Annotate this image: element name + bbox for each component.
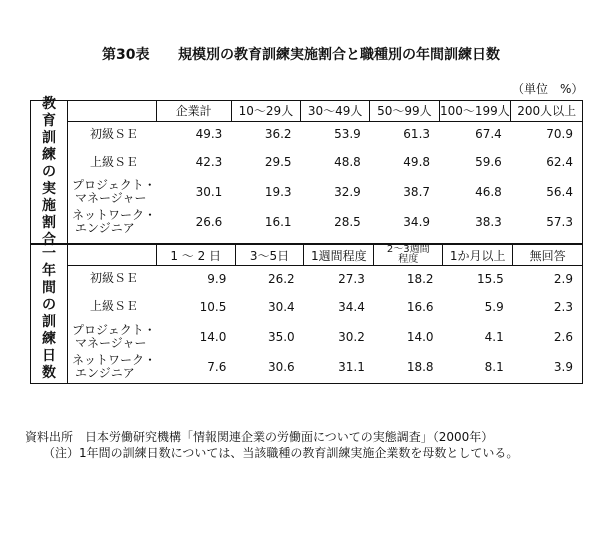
training-rate-side-label-char: 育: [42, 112, 56, 129]
training-days-table-box: [30, 244, 583, 384]
training-days-value-cell: 26.2: [267, 271, 295, 286]
training-rate-row-label-line: 初級ＳＥ: [90, 126, 139, 141]
training-days-value-cell: 35.0: [267, 329, 295, 344]
training-days-column-header: 1 ～ 2 日: [156, 245, 235, 266]
training-days-side-label-char: 日: [42, 348, 56, 364]
training-days-row-label: [68, 322, 156, 352]
training-days-value-cell: 14.0: [199, 329, 227, 344]
training-days-row: [68, 322, 582, 352]
training-rate-table: [68, 101, 582, 237]
training-days-column-header: 3～5日: [235, 245, 303, 266]
footnote: （注）1年間の訓練日数については、当該職種の教育訓練実施企業数を母数としている。: [43, 446, 519, 460]
training-rate-column-header: 10～29人: [231, 101, 300, 121]
training-days-value-cell: 4.1: [484, 329, 504, 344]
training-rate-side-label-char: 練: [42, 146, 56, 163]
training-rate-row: [68, 147, 582, 177]
training-rate-side-label-char: 教: [42, 95, 56, 112]
training-rate-corner-cell: [68, 101, 156, 121]
training-rate-value-cell: 36.2: [264, 127, 292, 142]
training-days-side-label: [31, 245, 68, 383]
training-days-column-header: 2～3週間 程度: [374, 245, 443, 266]
training-rate-row-label-line: マネージャー: [75, 191, 147, 205]
training-rate-value-cell: 48.8: [334, 155, 361, 169]
table-number: 第30表: [102, 47, 150, 63]
training-rate-value-cell: 28.5: [334, 215, 361, 229]
training-days-row-label: [68, 352, 156, 382]
training-days-side-label-char: の: [42, 297, 56, 313]
training-rate-row-label: [68, 207, 156, 237]
training-rate-value-cell: 42.3: [195, 155, 223, 169]
training-days-value-cell: 30.4: [267, 299, 295, 314]
training-rate-row-label-line: ネットワーク・: [72, 208, 157, 222]
training-rate-value-cell: 59.6: [475, 155, 502, 169]
training-days-value-cell: 10.5: [199, 299, 227, 314]
training-days-row-label-line: マネージャー: [75, 335, 147, 350]
training-rate-column-header: 30～49人: [301, 101, 370, 121]
training-days-value-cell: 18.8: [406, 359, 434, 374]
training-days-value-cell: 34.4: [338, 299, 365, 314]
training-rate-table-box: [30, 95, 583, 248]
training-rate-column-header: 200人以上: [511, 101, 582, 121]
training-rate-row-label: [68, 177, 156, 207]
training-days-corner-cell: [68, 245, 156, 266]
training-rate-header-row: [68, 101, 582, 121]
training-days-side-label-char: 訓: [42, 314, 56, 330]
training-days-column-header: 1週間程度: [304, 245, 374, 266]
training-days-value-cell: 18.2: [406, 271, 434, 286]
training-days-value-cell: 14.0: [406, 329, 434, 344]
training-rate-row: [68, 121, 582, 147]
training-rate-value-cell: 34.9: [403, 215, 431, 229]
training-days-value-cell: 27.3: [338, 271, 365, 286]
training-days-column-header: 1か月以上: [443, 245, 513, 266]
training-rate-side-label-char: 合: [42, 231, 56, 248]
training-days-side-label-char: 練: [42, 331, 56, 347]
training-days-row: [68, 266, 582, 292]
training-rate-row-label-line: エンジニア: [75, 221, 135, 235]
training-rate-value-cell: 56.4: [546, 185, 573, 199]
training-rate-value-cell: 46.8: [475, 185, 502, 199]
training-days-header-row: [68, 245, 582, 266]
training-rate-value-cell: 16.1: [264, 215, 292, 229]
training-days-row-label-line: ネットワーク・: [72, 352, 157, 367]
training-rate-side-label-char: 実: [42, 180, 56, 197]
training-rate-row-label: [68, 147, 156, 177]
training-days-table: [68, 245, 582, 382]
training-days-row-label-line: 初級ＳＥ: [90, 271, 139, 286]
training-days-value-cell: 2.6: [553, 329, 573, 344]
training-rate-value-cell: 38.7: [403, 185, 431, 199]
training-days-value-cell: 3.9: [553, 359, 573, 374]
training-rate-value-cell: 19.3: [264, 185, 292, 199]
training-rate-value-cell: 49.8: [403, 155, 431, 169]
training-rate-column-header: 50～99人: [370, 101, 439, 121]
training-days-side-label-char: 年: [42, 263, 56, 279]
training-rate-side-label: [31, 95, 68, 248]
training-rate-side-label-char: 割: [42, 214, 56, 231]
training-rate-value-cell: 32.9: [334, 185, 361, 199]
training-rate-column-header: 企業計: [156, 101, 231, 121]
training-days-side-label-char: 数: [42, 365, 56, 381]
unit-label: （単位 %）: [512, 82, 584, 96]
table-title-text: 規模別の教育訓練実施割合と職種別の年間訓練日数: [178, 47, 500, 63]
training-rate-row: [68, 207, 582, 237]
training-rate-value-cell: 49.3: [195, 127, 223, 142]
training-rate-row: [68, 177, 582, 207]
training-rate-value-cell: 70.9: [546, 127, 573, 142]
training-days-value-cell: 15.5: [477, 271, 504, 286]
training-days-value-cell: 2.3: [553, 299, 573, 314]
training-days-value-cell: 5.9: [484, 299, 504, 314]
training-rate-value-cell: 57.3: [546, 215, 573, 229]
training-days-row-label: [68, 292, 156, 322]
training-rate-value-cell: 38.3: [475, 215, 502, 229]
training-days-column-header: 無回答: [513, 245, 582, 266]
training-days-value-cell: 9.9: [207, 271, 227, 286]
training-rate-row-label-line: 上級ＳＥ: [90, 154, 139, 169]
training-days-row: [68, 352, 582, 382]
training-rate-value-cell: 26.6: [195, 215, 223, 229]
training-rate-row-label-line: プロジェクト・: [72, 178, 156, 192]
training-days-value-cell: 30.6: [267, 359, 295, 374]
training-days-row-label-line: プロジェクト・: [72, 322, 156, 337]
training-days-value-cell: 16.6: [406, 299, 434, 314]
source-note: 資料出所 日本労働研究機構「情報関連企業の労働面についての実態調査」（2000年）: [25, 430, 494, 444]
training-rate-side-label-char: の: [42, 163, 56, 180]
training-days-value-cell: 7.6: [207, 359, 227, 374]
training-days-side-label-char: 間: [42, 280, 56, 296]
training-days-row: [68, 292, 582, 322]
training-rate-row-label: [68, 121, 156, 147]
training-days-row-label: [68, 266, 156, 292]
training-rate-side-label-char: 訓: [42, 129, 56, 146]
training-days-value-cell: 2.9: [553, 271, 573, 286]
training-days-side-label-char: 一: [42, 246, 56, 262]
training-days-row-label-line: 上級ＳＥ: [90, 299, 139, 313]
training-rate-value-cell: 30.1: [195, 185, 223, 199]
training-rate-value-cell: 61.3: [403, 127, 431, 142]
training-rate-value-cell: 53.9: [334, 127, 361, 142]
training-rate-value-cell: 62.4: [546, 155, 573, 169]
training-rate-value-cell: 29.5: [264, 155, 292, 169]
training-days-value-cell: 31.1: [338, 359, 365, 374]
training-days-value-cell: 8.1: [484, 359, 504, 374]
training-rate-side-label-char: 施: [42, 197, 56, 214]
training-rate-column-header: 100～199人: [439, 101, 511, 121]
training-days-value-cell: 30.2: [338, 329, 365, 344]
training-rate-value-cell: 67.4: [475, 127, 502, 142]
training-days-row-label-line: エンジニア: [75, 365, 135, 380]
